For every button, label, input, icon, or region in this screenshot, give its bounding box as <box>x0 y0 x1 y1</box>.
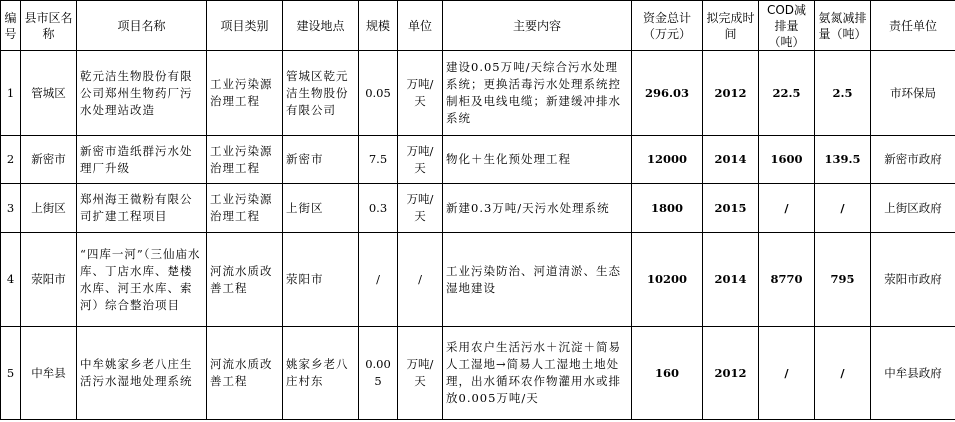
cell-cod: 8770 <box>759 233 815 327</box>
cell-no: 3 <box>1 184 21 233</box>
cell-nh: 139.5 <box>815 136 871 184</box>
cell-cod: / <box>759 184 815 233</box>
cell-category: 工业污染源治理工程 <box>207 184 283 233</box>
cell-scale: / <box>359 233 398 327</box>
header-fund: 资金总计（万元） <box>632 1 703 51</box>
cell-nh: / <box>815 327 871 420</box>
cell-category: 工业污染源治理工程 <box>207 51 283 136</box>
cell-no: 2 <box>1 136 21 184</box>
cell-name: 郑州海王微粉有限公司扩建工程项目 <box>77 184 207 233</box>
cell-content: 新建0.3万吨/天污水处理系统 <box>443 184 632 233</box>
table-row <box>1 51 955 136</box>
cell-county: 荥阳市 <box>21 233 77 327</box>
cell-dept: 上街区政府 <box>871 184 955 233</box>
cell-county: 新密市 <box>21 136 77 184</box>
cell-unit: 万吨/天 <box>398 136 443 184</box>
cell-county: 中牟县 <box>21 327 77 420</box>
cell-fund: 296.03 <box>632 51 703 136</box>
header-category: 项目类别 <box>207 1 283 51</box>
header-row <box>1 1 955 51</box>
header-dept: 责任单位 <box>871 1 955 51</box>
cell-year: 2012 <box>703 51 759 136</box>
cell-category: 工业污染源治理工程 <box>207 136 283 184</box>
cell-name: 新密市造纸群污水处理厂升级 <box>77 136 207 184</box>
cell-location: 上街区 <box>283 184 359 233</box>
cell-location: 新密市 <box>283 136 359 184</box>
cell-content: 建设0.05万吨/天综合污水处理系统；更换活毒污水处理系统控制柜及电线电缆；新建缓冲排水系统 <box>443 51 632 136</box>
cell-dept: 荥阳市政府 <box>871 233 955 327</box>
table-row <box>1 136 955 184</box>
cell-category: 河流水质改善工程 <box>207 327 283 420</box>
cell-no: 4 <box>1 233 21 327</box>
cell-fund: 160 <box>632 327 703 420</box>
cell-category: 河流水质改善工程 <box>207 233 283 327</box>
cell-nh: 795 <box>815 233 871 327</box>
cell-scale: 0.3 <box>359 184 398 233</box>
cell-year: 2014 <box>703 136 759 184</box>
cell-no: 5 <box>1 327 21 420</box>
cell-dept: 中牟县政府 <box>871 327 955 420</box>
header-location: 建设地点 <box>283 1 359 51</box>
cell-scale: 7.5 <box>359 136 398 184</box>
header-scale: 规模 <box>359 1 398 51</box>
cell-location: 姚家乡老八庄村东 <box>283 327 359 420</box>
header-nh: 氨氮减排量（吨） <box>815 1 871 51</box>
cell-no: 1 <box>1 51 21 136</box>
cell-scale: 0.05 <box>359 51 398 136</box>
cell-unit: / <box>398 233 443 327</box>
cell-year: 2012 <box>703 327 759 420</box>
cell-nh: / <box>815 184 871 233</box>
cell-cod: / <box>759 327 815 420</box>
cell-cod: 1600 <box>759 136 815 184</box>
cell-nh: 2.5 <box>815 51 871 136</box>
cell-name: “四库一河”（三仙庙水库、丁店水库、楚楼水库、河王水库、索河）综合整治项目 <box>77 233 207 327</box>
header-content: 主要内容 <box>443 1 632 51</box>
cell-location: 管城区乾元洁生物股份有限公司 <box>283 51 359 136</box>
cell-content: 工业污染防治、河道清淤、生态湿地建设 <box>443 233 632 327</box>
table-row <box>1 184 955 233</box>
table-row <box>1 233 955 327</box>
header-cod: COD减排量（吨） <box>759 1 815 51</box>
cell-county: 管城区 <box>21 51 77 136</box>
cell-unit: 万吨/天 <box>398 327 443 420</box>
cell-location: 荥阳市 <box>283 233 359 327</box>
cell-fund: 1800 <box>632 184 703 233</box>
cell-cod: 22.5 <box>759 51 815 136</box>
cell-scale: 0.005 <box>359 327 398 420</box>
header-name: 项目名称 <box>77 1 207 51</box>
cell-year: 2015 <box>703 184 759 233</box>
header-no: 编号 <box>1 1 21 51</box>
header-unit: 单位 <box>398 1 443 51</box>
cell-name: 中牟姚家乡老八庄生活污水湿地处理系统 <box>77 327 207 420</box>
table-row <box>1 327 955 420</box>
cell-fund: 10200 <box>632 233 703 327</box>
cell-dept: 市环保局 <box>871 51 955 136</box>
cell-year: 2014 <box>703 233 759 327</box>
header-county: 县市区名称 <box>21 1 77 51</box>
header-year: 拟完成时间 <box>703 1 759 51</box>
cell-name: 乾元洁生物股份有限公司郑州生物药厂污水处理站改造 <box>77 51 207 136</box>
cell-unit: 万吨/天 <box>398 184 443 233</box>
cell-fund: 12000 <box>632 136 703 184</box>
cell-dept: 新密市政府 <box>871 136 955 184</box>
cell-unit: 万吨/天 <box>398 51 443 136</box>
cell-county: 上街区 <box>21 184 77 233</box>
cell-content: 物化＋生化预处理工程 <box>443 136 632 184</box>
cell-content: 采用农户生活污水＋沉淀＋简易人工湿地→简易人工湿地土地处理，出水循环农作物灌用水或排放0.005万吨/天 <box>443 327 632 420</box>
